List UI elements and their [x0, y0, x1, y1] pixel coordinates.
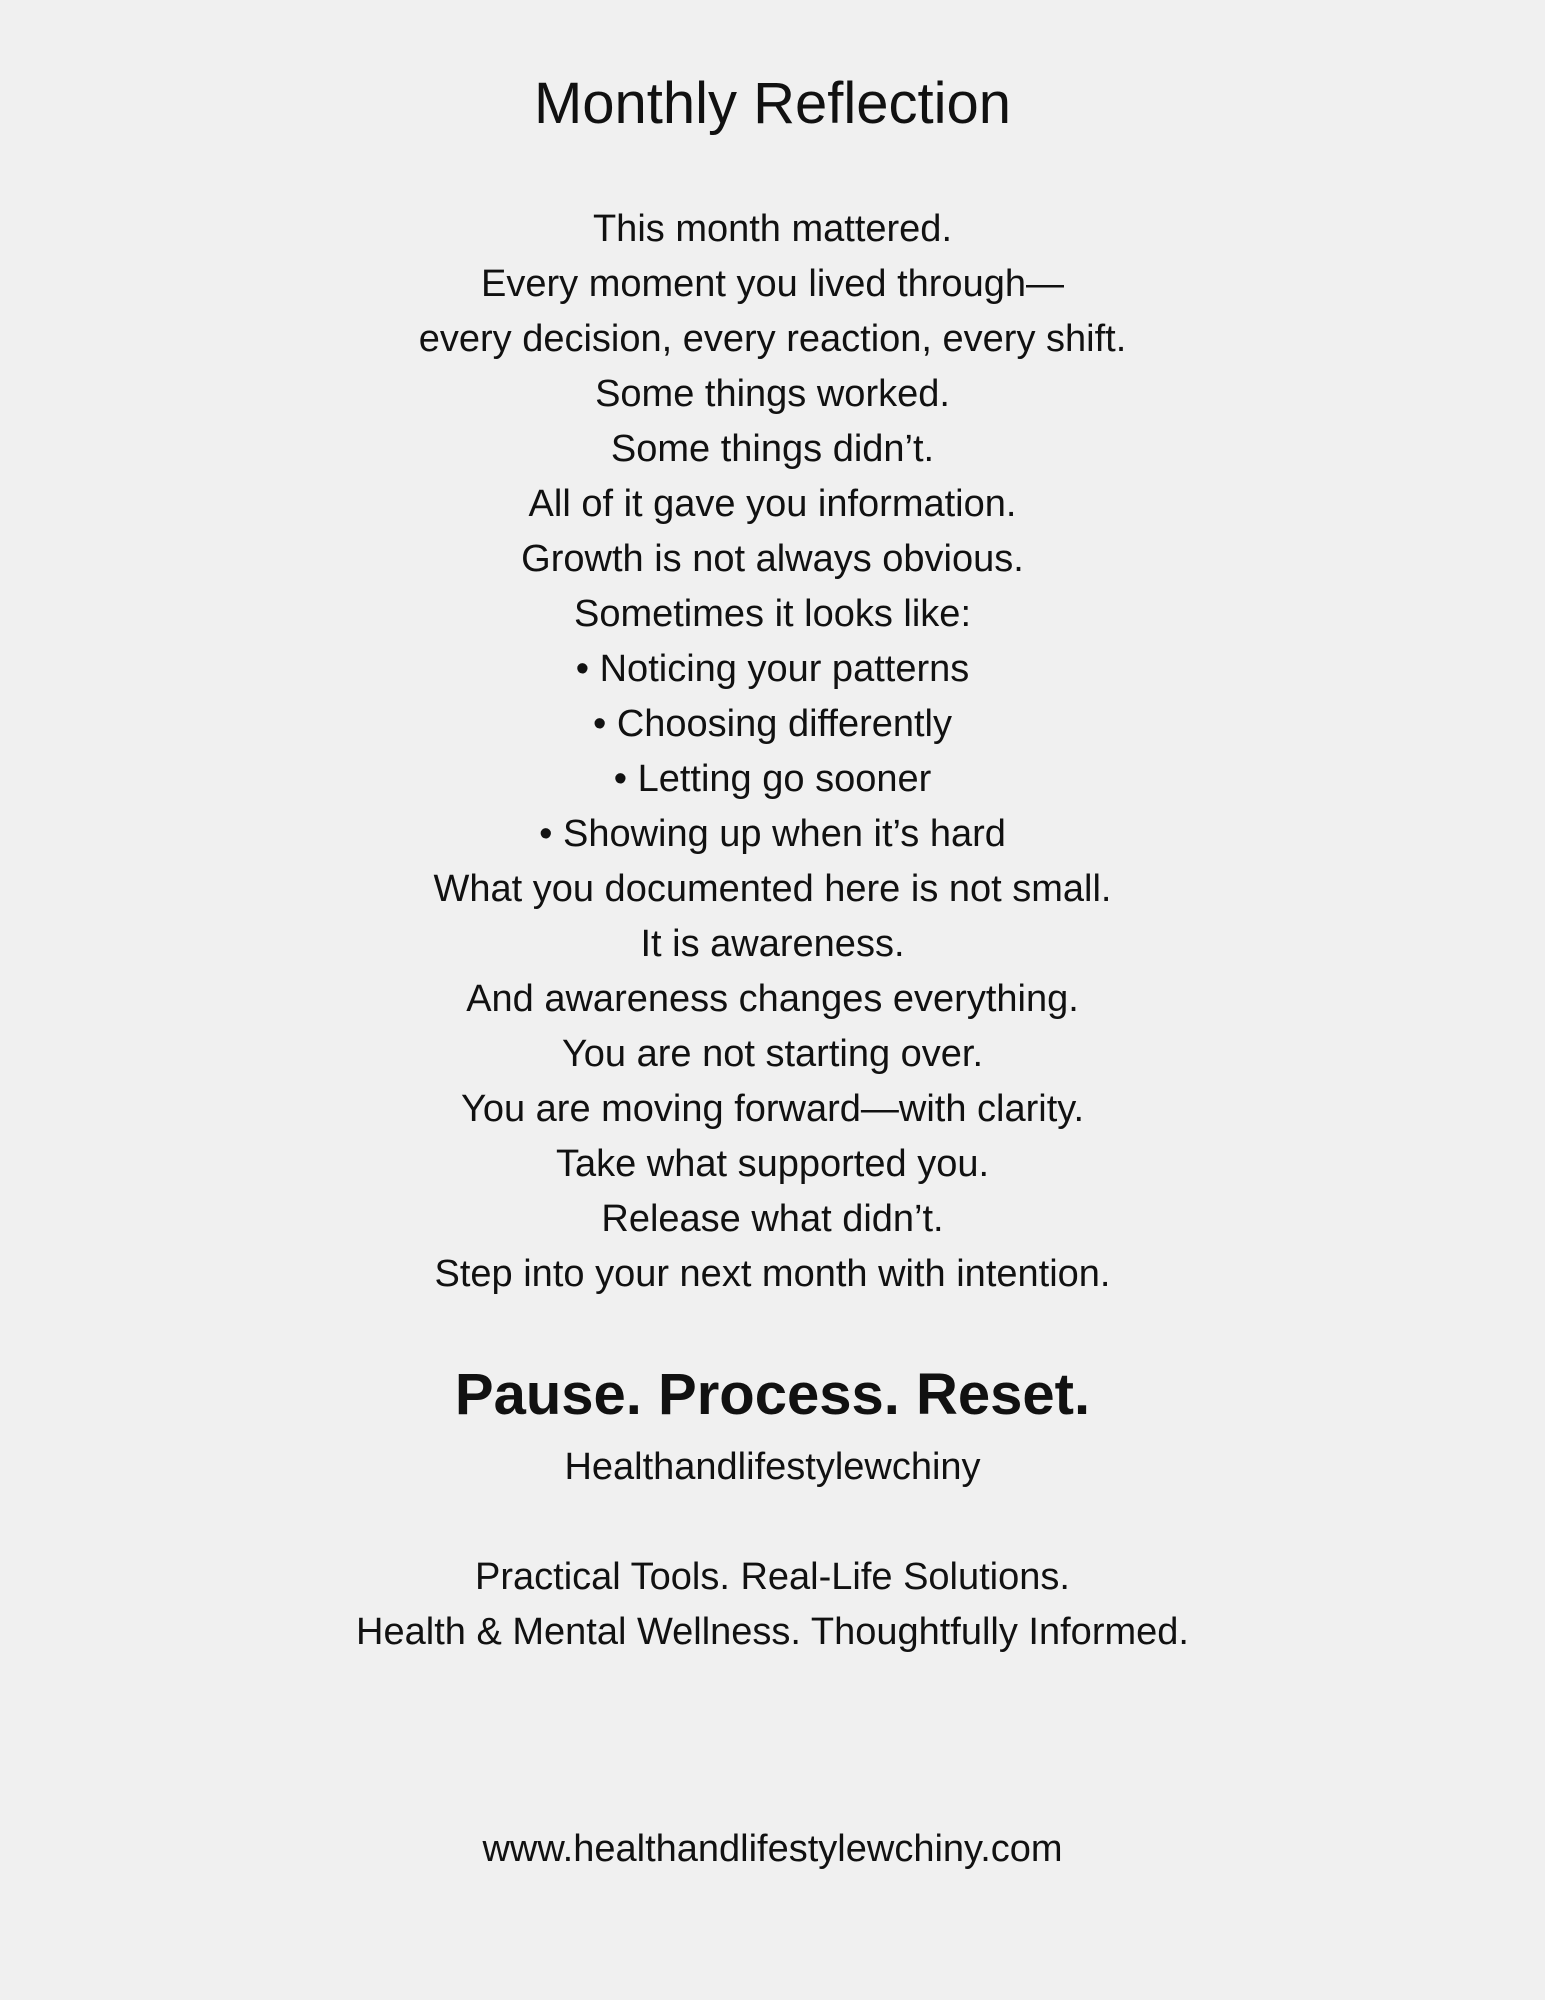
reflection-line: Take what supported you. [555, 1143, 990, 1185]
reflection-line: What you documented here is not small. [433, 868, 1112, 910]
brand-name: Healthandlifestylewchiny [564, 1446, 981, 1488]
reflection-line: This month mattered. [592, 208, 953, 250]
reflection-text [0, 202, 1545, 1302]
reflection-line: You are not starting over. [561, 1033, 984, 1075]
reflection-line: All of it gave you information. [528, 483, 1017, 525]
tagline: Pause. Process. Reset. [454, 1362, 1091, 1427]
page-title: Monthly Reflection [533, 71, 1012, 136]
slogans [0, 1550, 1545, 1660]
reflection-line: every decision, every reaction, every shift. [418, 318, 1127, 360]
reflection-line: Some things didn’t. [610, 428, 935, 470]
reflection-line: You are moving forward—with clarity. [460, 1088, 1085, 1130]
bullet-item: • Noticing your patterns [575, 648, 970, 690]
reflection-line: Some things worked. [595, 373, 950, 415]
bullet-item: • Showing up when it’s hard [539, 813, 1006, 855]
reflection-line: Sometimes it looks like: [573, 593, 971, 635]
reflection-line: Every moment you lived through— [481, 263, 1064, 305]
bullet-item: • Letting go sooner [613, 758, 932, 800]
reflection-line: Release what didn’t. [601, 1198, 944, 1240]
slogan-line: Practical Tools. Real-Life Solutions. [475, 1556, 1070, 1598]
reflection-line: Growth is not always obvious. [521, 538, 1024, 580]
reflection-line: And awareness changes everything. [466, 978, 1079, 1020]
reflection-line: Step into your next month with intention. [434, 1253, 1111, 1295]
slogan-line: Health & Mental Wellness. Thoughtfully Informed. [356, 1611, 1189, 1653]
bullet-item: • Choosing differently [592, 703, 953, 745]
reflection-line: It is awareness. [640, 923, 905, 965]
website-link[interactable]: www.healthandlifestylewchiny.com [482, 1828, 1063, 1870]
